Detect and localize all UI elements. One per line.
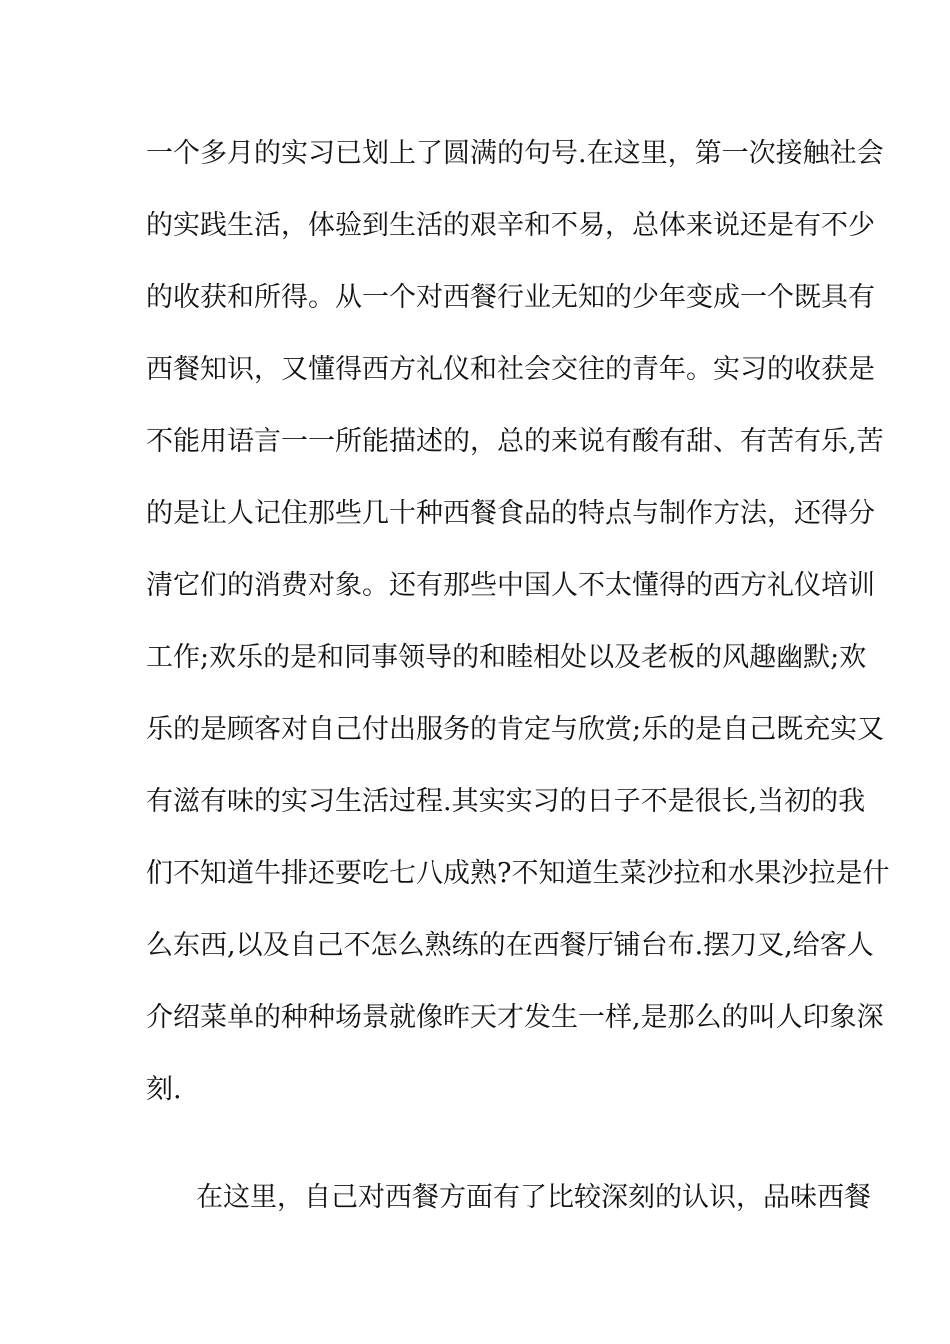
paragraph-1-line-5: 不能用语言一一所能描述的，总的来说有酸有甜、有苦有乐,苦 (146, 426, 884, 457)
paragraph-1-line-6: 的是让人记住那些几十种西餐食品的特点与制作方法，还得分 (146, 498, 875, 529)
paragraph-1-line-1: 一个多月的实习已划上了圆满的句号.在这里，第一次接触社会 (146, 138, 884, 169)
paragraph-1-line-8: 工作;欢乐的是和同事领导的和睦相处以及老板的风趣幽默;欢 (146, 642, 867, 673)
paragraph-1-line-9: 乐的是顾客对自己付出服务的肯定与欣赏;乐的是自己既充实又 (146, 714, 885, 745)
paragraph-1-line-4: 西餐知识，又懂得西方礼仪和社会交往的青年。实习的收获是 (146, 354, 875, 385)
paragraph-1-line-12: 么东西,以及自己不怎么熟练的在西餐厅铺台布.摆刀叉,给客人 (146, 930, 874, 961)
paragraph-1-line-10: 有滋有味的实习生活过程.其实实习的日子不是很长,当初的我 (146, 786, 866, 817)
paragraph-1-line-11: 们不知道牛排还要吃七八成熟?不知道生菜沙拉和水果沙拉是什 (146, 858, 890, 889)
paragraph-2-line-1: 在这里，自己对西餐方面有了比较深刻的认识，品味西餐 (196, 1182, 871, 1213)
paragraph-1-line-7: 清它们的消费对象。还有那些中国人不太懂得的西方礼仪培训 (146, 570, 875, 601)
paragraph-1-line-14: 刻. (146, 1074, 182, 1105)
paragraph-1-line-2: 的实践生活，体验到生活的艰辛和不易，总体来说还是有不少 (146, 210, 875, 241)
paragraph-1-line-3: 的收获和所得。从一个对西餐行业无知的少年变成一个既具有 (146, 282, 875, 313)
paragraph-1-line-13: 介绍菜单的种种场景就像昨天才发生一样,是那么的叫人印象深 (146, 1002, 884, 1033)
